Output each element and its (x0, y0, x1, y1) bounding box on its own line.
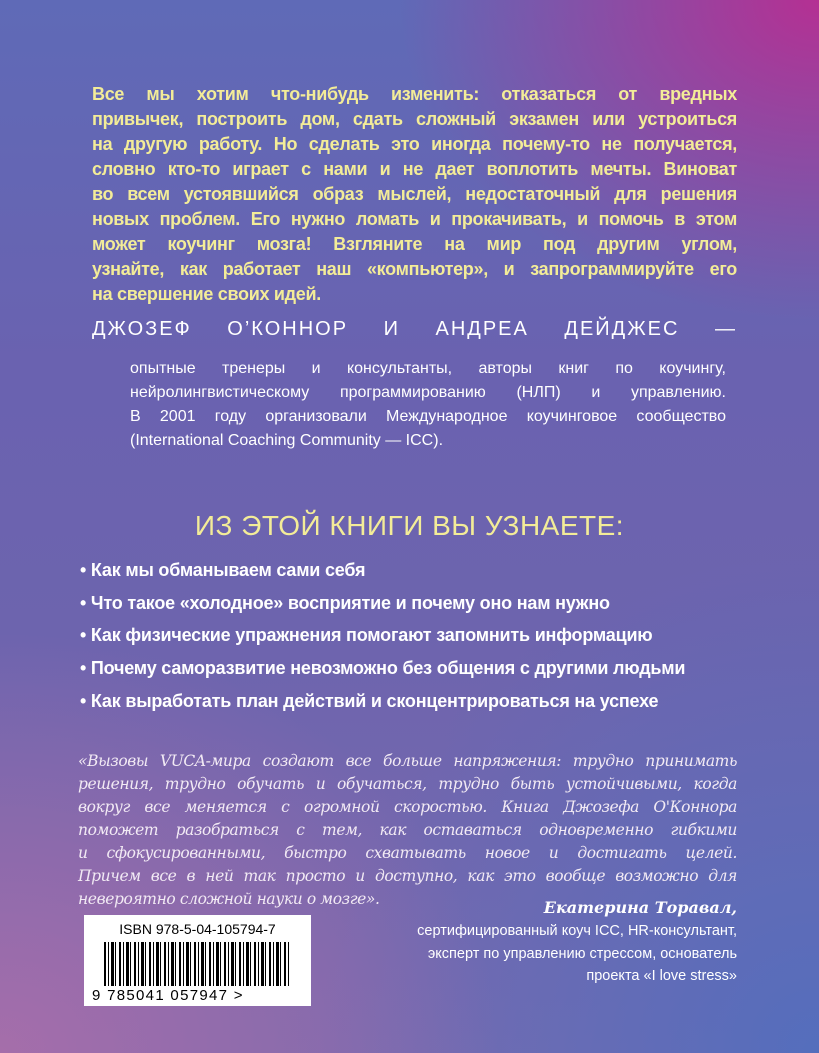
intro-line: узнайте, как работает наш «компьютер», и запрограммируйте его (92, 259, 737, 279)
signature-name: Екатерина Торавал, (543, 898, 737, 917)
intro-line: Все мы хотим что-нибудь изменить: отказаться от вредных (92, 84, 737, 104)
list-item: • Почему саморазвитие невозможно без общения с другими людьми (80, 658, 686, 679)
quote-line: Причем все в ней так просто и доступно, как это вообще возможно для (78, 867, 737, 885)
signature-role: эксперт по управлению стрессом, основатель (427, 945, 737, 962)
intro-line: может коучинг мозга! Взгляните на мир под другим углом, (92, 234, 737, 254)
signature-role: сертифицированный коуч ICC, HR-консультант, (417, 923, 737, 939)
intro-paragraph (92, 82, 737, 307)
learn-list (80, 560, 685, 723)
intro-line: новых проблем. Его нужно ломать и прокачивать, и помочь в этом (92, 209, 737, 229)
intro-line: на свершение своих идей. (92, 284, 321, 304)
bio-line: (International Coaching Community — ICC). (130, 432, 444, 449)
quote-line: решения, трудно обучать и обучаться, трудно быть устойчивыми, когда (78, 775, 737, 793)
intro-line: на другую работу. Но сделать это иногда почему-то не получается, (92, 134, 737, 154)
quote-line: вокруг все меняется с огромной скоростью. Книга Джозефа О'Коннора (78, 798, 737, 816)
learn-heading: ИЗ ЭТОЙ КНИГИ ВЫ УЗНАЕТЕ: (194, 510, 625, 541)
quote-line: поможет разобраться с тем, как оставаться одновременно гибкими (78, 821, 737, 839)
quote-line: невероятно сложной науки о мозге». (78, 890, 380, 908)
isbn-barcode (84, 915, 311, 1006)
barcode-digits: 9 785041 057947 > (92, 987, 307, 1004)
list-item: • Что такое «холодное» восприятие и почему оно нам нужно (80, 592, 610, 613)
testimonial-signature (417, 898, 737, 988)
testimonial-quote (78, 750, 737, 911)
authors-heading: ДЖОЗЕФ О’КОННОР И АНДРЕА ДЕЙДЖЕС — (92, 318, 737, 340)
bio-line: В 2001 году организовали Международное коучинговое сообщество (130, 408, 726, 425)
intro-line: словно кто-то играет с нами и не дает воплотить мечты. Виноват (92, 159, 737, 179)
barcode-bars (104, 942, 290, 986)
authors-bio (130, 357, 726, 453)
bio-line: опытные тренеры и консультанты, авторы книг по коучингу, (130, 360, 726, 377)
bio-line: нейролингвистическому программированию (НЛП) и управлению. (130, 384, 726, 401)
signature-role: проекта «I love stress» (586, 968, 737, 984)
list-item: • Как физические упражнения помогают запомнить информацию (80, 625, 653, 646)
quote-line: и сфокусированными, быстро схватывать новое и достигать целей. (78, 844, 737, 862)
intro-line: привычек, построить дом, сдать сложный экзамен или устроиться (92, 109, 737, 129)
isbn-label: ISBN 978-5-04-105794-7 (119, 921, 276, 937)
list-item: • Как выработать план действий и сконцентрироваться на успехе (80, 690, 659, 711)
list-item: • Как мы обманываем сами себя (80, 560, 366, 580)
quote-line: «Вызовы VUCA-мира создают все больше напряжения: трудно принимать (78, 752, 737, 770)
intro-line: во всем устоявшийся образ мыслей, недостаточный для решения (92, 184, 737, 204)
